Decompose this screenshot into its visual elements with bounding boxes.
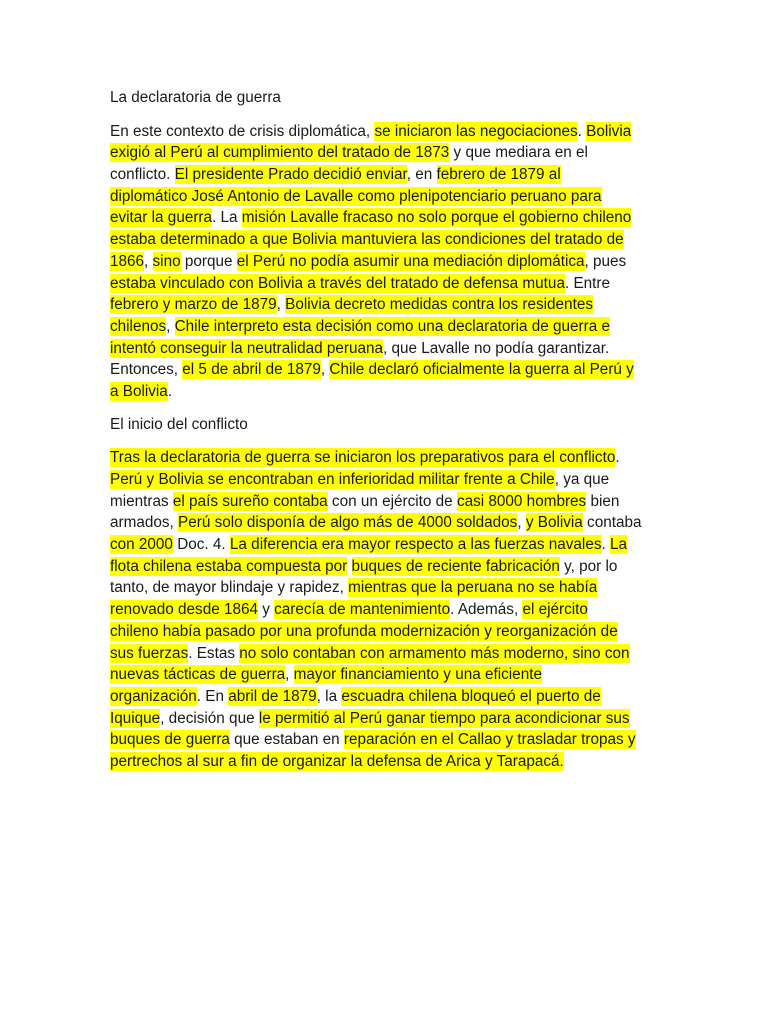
plain-text: , ya que [554, 471, 610, 489]
highlighted-text: chilenos [110, 317, 167, 335]
highlighted-text: Chile interpreto esta decisión como una declaratoria de guerra e [174, 317, 610, 335]
highlighted-text: el ejército [522, 601, 588, 619]
highlighted-text: misión Lavalle fracaso no solo porque el gobierno chileno [241, 209, 632, 227]
plain-text: tanto, de mayor blindaje y rapidez, [110, 579, 349, 597]
highlighted-text: carecía de mantenimiento [274, 601, 451, 619]
highlighted-text: evitar la guerra [110, 209, 213, 227]
document-body [110, 87, 655, 784]
text-line [110, 599, 655, 621]
highlighted-text: Perú y Bolivia se encontraban en inferioridad militar frente a Chile [110, 471, 555, 489]
highlighted-text: Bolivia decreto medidas contra los residentes [285, 296, 593, 314]
text-line [110, 491, 655, 513]
highlighted-text: buques de reciente fabricación [351, 557, 560, 575]
highlighted-text: el Perú no podía asumir una mediación diplomática [236, 252, 585, 270]
highlighted-text: flota chilena estaba compuesta por [110, 557, 348, 575]
plain-text: y, por lo [559, 557, 618, 575]
text-line [110, 577, 655, 599]
plain-text: bien [586, 492, 620, 510]
text-line [110, 186, 655, 208]
highlighted-text: Tras la declaratoria de guerra se iniciaron los preparativos para el conflicto [110, 449, 616, 467]
text-line [110, 729, 655, 751]
plain-text: En este contexto de crisis diplomática, [110, 122, 375, 140]
text-line [110, 534, 655, 556]
highlighted-text: diplomático José Antonio de Lavalle como plenipotenciario peruano para [110, 187, 602, 205]
highlighted-text: a Bolivia [110, 382, 168, 400]
highlighted-text: 1866 [110, 252, 145, 270]
text-line [110, 686, 655, 708]
section-heading-inicio: El inicio del conflicto [110, 415, 248, 433]
highlighted-text: febrero de 1879 al [436, 166, 561, 184]
highlighted-text: mientras que la peruana no se había [348, 579, 598, 597]
plain-text: . Estas [188, 644, 240, 662]
text-line [110, 207, 655, 229]
highlighted-text: renovado desde 1864 [110, 601, 258, 619]
highlighted-text: febrero y marzo de 1879 [110, 296, 277, 314]
highlighted-text: El presidente Prado decidió enviar [174, 166, 407, 184]
plain-text: , [144, 252, 153, 270]
text-line [110, 512, 655, 534]
highlighted-text: el 5 de abril de 1879 [182, 361, 321, 379]
highlighted-text: nuevas tácticas de guerra [110, 666, 286, 684]
plain-text: . La [212, 209, 242, 227]
highlighted-text: reparación en el Callao y trasladar tropas y [343, 731, 636, 749]
plain-text: . [167, 382, 173, 400]
paragraph-declaratoria [110, 121, 655, 403]
plain-text [347, 558, 351, 575]
highlighted-text: estaba determinado a que Bolivia mantuviera las condiciones del tratado de [110, 231, 624, 249]
highlighted-text: con 2000 [110, 536, 173, 554]
highlighted-text: le permitió al Perú ganar tiempo para acondicionar sus [258, 709, 630, 727]
plain-text: con un ejército de [327, 492, 457, 510]
text-line [110, 751, 655, 773]
highlighted-text: buques de guerra [110, 731, 230, 749]
text-line [110, 447, 655, 469]
text-line [110, 294, 655, 316]
section-heading-declaratoria: La declaratoria de guerra [110, 89, 281, 106]
plain-text: que estaban en [229, 731, 344, 749]
text-line [110, 708, 655, 730]
plain-text: , [276, 296, 286, 314]
plain-text: , [517, 514, 526, 532]
text-line [110, 142, 655, 164]
text-line [110, 121, 655, 143]
plain-text: , decisión que [160, 709, 259, 727]
highlighted-text: no solo contaban con armamento más moderno, sino con [239, 644, 630, 662]
text-line [110, 469, 655, 491]
highlighted-text: escuadra chilena bloqueó el puerto de [341, 687, 601, 705]
highlighted-text: Chile declaró oficialmente la guerra al Perú y [329, 361, 634, 379]
text-line [110, 381, 655, 403]
plain-text: , [320, 361, 330, 379]
text-line [110, 664, 655, 686]
highlighted-text: Perú solo disponía de algo más de 4000 soldados [178, 514, 518, 532]
plain-text: , en [406, 166, 437, 184]
highlighted-text: intentó conseguir la neutralidad peruana [110, 339, 383, 357]
text-line [110, 229, 655, 251]
highlighted-text: y Bolivia [525, 514, 583, 532]
highlighted-text: chileno había pasado por una profunda modernización y reorganización de [110, 622, 618, 640]
plain-text: , [285, 666, 294, 684]
plain-text: , pues [584, 252, 627, 270]
plain-text: . En [196, 687, 229, 705]
highlighted-text: La [610, 536, 628, 554]
plain-text: , la [316, 687, 342, 705]
text-line [110, 338, 655, 360]
highlighted-text: el país sureño contaba [172, 492, 328, 510]
text-line [110, 316, 655, 338]
highlighted-text: estaba vinculado con Bolivia a través del tratado de defensa mutua [110, 274, 565, 292]
plain-text: contaba [582, 514, 642, 532]
highlighted-text: exigió al Perú al cumplimiento del tratado de 1873 [110, 144, 450, 162]
text-line [110, 643, 655, 665]
highlighted-text: sino [152, 252, 181, 270]
text-line [110, 556, 655, 578]
highlighted-text: La diferencia era mayor respecto a las fuerzas navales [229, 536, 602, 554]
highlighted-text: Iquique [110, 709, 161, 727]
text-line [110, 273, 655, 295]
plain-text: . Además, [450, 601, 523, 619]
plain-text: . [615, 449, 620, 467]
plain-text: porque [180, 252, 237, 270]
text-line [110, 164, 655, 186]
paragraph-inicio [110, 447, 655, 772]
plain-text: conflicto. [110, 166, 175, 184]
highlighted-text: sus fuerzas [110, 644, 189, 662]
plain-text: Entonces, [110, 361, 183, 379]
highlighted-text: abril de 1879 [228, 687, 317, 705]
plain-text: . Entre [564, 274, 611, 292]
text-line [110, 621, 655, 643]
text-line [110, 359, 655, 381]
highlighted-text: se iniciaron las negociaciones [374, 122, 578, 140]
highlighted-text: casi 8000 hombres [456, 492, 587, 510]
plain-text: , [166, 317, 175, 335]
plain-text: y que mediara en el [449, 144, 588, 162]
highlighted-text: pertrechos al sur a fin de organizar la defensa de Arica y Tarapacá. [110, 752, 564, 770]
text-line [110, 251, 655, 273]
plain-text: , que Lavalle no podía garantizar. [383, 339, 610, 357]
plain-text: Doc. 4. [172, 536, 230, 554]
plain-text: y [258, 601, 275, 619]
highlighted-text: organización [110, 687, 197, 705]
plain-text: mientras [110, 492, 173, 510]
highlighted-text: Bolivia [586, 122, 632, 140]
plain-text: . [601, 536, 610, 554]
plain-text: . [577, 122, 587, 140]
highlighted-text: mayor financiamiento y una eficiente [293, 666, 542, 684]
plain-text: armados, [110, 514, 179, 532]
